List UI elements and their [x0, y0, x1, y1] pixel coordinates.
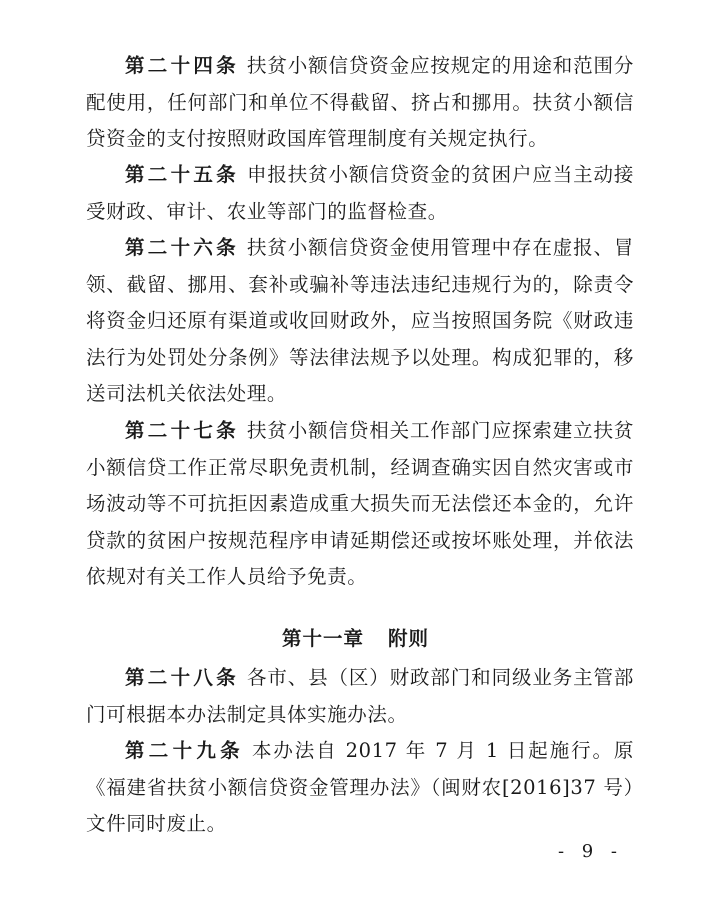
article-text: 各市、县（区）财政部门和同级业务主管部门可根据本办法制定具体实施办法。	[86, 666, 634, 726]
article-text: 扶贫小额信贷相关工作部门应探索建立扶贫小额信贷工作正常尽职免责机制，经调查确实因自然灾害或市场波动等不可抗拒因素造成重大损失而无法偿还本金的，允许贷款的贫困户按规范程序申请延期偿还或按坏账处理，并依法依规对有关工作人员给予免责。	[86, 419, 634, 588]
article-number: 第二十七条	[125, 419, 239, 442]
article-number: 第二十四条	[125, 54, 239, 77]
chapter-number: 第十一章	[281, 627, 364, 650]
article-number: 第二十八条	[125, 666, 239, 689]
article-number: 第二十六条	[125, 236, 239, 259]
article-number: 第二十五条	[125, 163, 239, 186]
article-text: 扶贫小额信贷资金使用管理中存在虚报、冒领、截留、挪用、套补或骗补等违法违纪违规行为的，除责令将资金归还原有渠道或收回财政外，应当按照国务院《财政违法行为处罚处分条例》等法律法规予以处理。构成犯罪的，移送司法机关依法处理。	[86, 236, 634, 405]
article-number: 第二十九条	[125, 739, 244, 762]
article-27	[86, 413, 634, 596]
article-text: 扶贫小额信贷资金应按规定的用途和范围分配使用，任何部门和单位不得截留、挤占和挪用。扶贫小额信贷资金的支付按照财政国库管理制度有关规定执行。	[86, 54, 634, 150]
article-28	[86, 660, 634, 733]
article-text: 申报扶贫小额信贷资金的贫困户应当主动接受财政、审计、农业等部门的监督检查。	[86, 163, 634, 223]
article-26	[86, 230, 634, 413]
chapter-title: 附则	[388, 627, 430, 650]
article-24	[86, 48, 634, 158]
chapter-heading	[0, 621, 711, 657]
page-number: - 9 -	[557, 841, 623, 862]
article-25	[86, 157, 634, 230]
article-29	[86, 733, 634, 843]
article-text: 本办法自 2017 年 7 月 1 日起施行。原《福建省扶贫小额信贷资金管理办法》（闽财农[2016]37 号）文件同时废止。	[86, 739, 634, 835]
